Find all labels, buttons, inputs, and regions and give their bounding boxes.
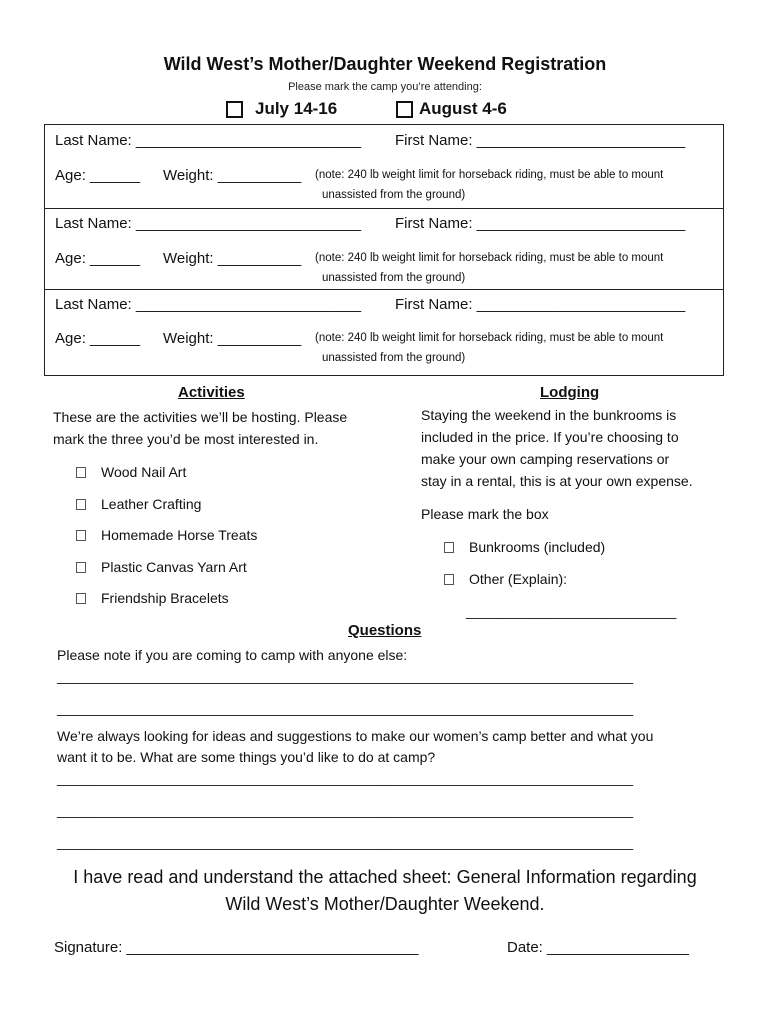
row-divider [45, 208, 723, 209]
row-divider [45, 289, 723, 290]
form-title: Wild West’s Mother/Daughter Weekend Registration [163, 54, 607, 74]
lodging-text: included in the price. If you’re choosing to [421, 429, 679, 445]
answer-line[interactable]: __________________________________________________________________________ [57, 802, 634, 818]
age-field[interactable]: Age: ______ [55, 330, 141, 347]
lodging-heading: Lodging [540, 384, 600, 401]
attendee-table [44, 124, 724, 376]
activity-label: Wood Nail Art [101, 464, 187, 480]
activities-intro-cont: mark the three you’d be most interested in. [53, 431, 319, 447]
activity-label: Plastic Canvas Yarn Art [101, 559, 247, 575]
signature-field[interactable]: Signature: ___________________________________ [54, 939, 419, 956]
checkbox-icon[interactable] [444, 542, 454, 553]
weight-field[interactable]: Weight: __________ [163, 250, 302, 267]
last-name-field[interactable]: Last Name: ___________________________ [55, 132, 362, 149]
weight-field[interactable]: Weight: __________ [163, 167, 302, 184]
first-name-field[interactable]: First Name: _________________________ [395, 296, 686, 313]
first-name-field[interactable]: First Name: _________________________ [395, 132, 686, 149]
question-suggestions: We’re always looking for ideas and suggestions to make our women’s camp better and what you [57, 728, 654, 744]
camp-option-july[interactable] [226, 99, 337, 119]
weight-note-cont: unassisted from the ground) [322, 272, 466, 284]
activity-label: Friendship Bracelets [101, 590, 229, 606]
question-suggestions-cont: want it to be. What are some things you’d like to do at camp? [57, 749, 436, 765]
lodging-label: Bunkrooms (included) [469, 539, 606, 555]
declaration-text: I have read and understand the attached sheet: General Information regarding [73, 867, 697, 887]
checkbox-icon[interactable] [76, 499, 86, 510]
last-name-field[interactable]: Last Name: ___________________________ [55, 215, 362, 232]
camp-label: August 4-6 [419, 99, 507, 118]
checkbox-icon[interactable] [444, 574, 454, 585]
declaration-text-cont: Wild West’s Mother/Daughter Weekend. [225, 894, 545, 914]
lodging-text: Staying the weekend in the bunkrooms is [421, 407, 677, 423]
lodging-label: Other (Explain): [469, 571, 568, 587]
activity-label: Homemade Horse Treats [101, 527, 258, 543]
answer-line[interactable]: __________________________________________________________________________ [57, 668, 634, 684]
question-companion: Please note if you are coming to camp with anyone else: [57, 647, 408, 663]
checkbox-icon[interactable] [76, 467, 86, 478]
checkbox-icon[interactable] [76, 530, 86, 541]
weight-note: (note: 240 lb weight limit for horseback riding, must be able to mount [315, 332, 664, 344]
activity-option[interactable] [76, 464, 186, 480]
weight-field[interactable]: Weight: __________ [163, 330, 302, 347]
lodging-prompt: Please mark the box [421, 506, 549, 522]
camp-label: July 14-16 [255, 99, 338, 118]
checkbox-icon[interactable] [76, 562, 86, 573]
lodging-text: stay in a rental, this is at your own expense. [421, 473, 693, 489]
checkbox-icon[interactable] [226, 101, 243, 118]
age-field[interactable]: Age: ______ [55, 167, 141, 184]
lodging-option-bunkrooms[interactable] [444, 539, 605, 555]
other-explain-field[interactable]: ___________________________ [466, 603, 677, 619]
activity-label: Leather Crafting [101, 496, 202, 512]
weight-note-cont: unassisted from the ground) [322, 189, 466, 201]
lodging-option-other[interactable] [444, 571, 567, 587]
activities-heading: Activities [178, 384, 245, 401]
answer-line[interactable]: __________________________________________________________________________ [57, 700, 634, 716]
activity-option[interactable] [76, 496, 201, 512]
last-name-field[interactable]: Last Name: ___________________________ [55, 296, 362, 313]
weight-note: (note: 240 lb weight limit for horseback riding, must be able to mount [315, 252, 664, 264]
activity-option[interactable] [76, 590, 229, 606]
answer-line[interactable]: __________________________________________________________________________ [57, 770, 634, 786]
weight-note: (note: 240 lb weight limit for horseback riding, must be able to mount [315, 169, 664, 181]
activities-intro: These are the activities we’ll be hosting. Please [53, 409, 348, 425]
lodging-text: make your own camping reservations or [421, 451, 670, 467]
questions-heading: Questions [348, 622, 422, 639]
checkbox-icon[interactable] [396, 101, 413, 118]
date-field[interactable]: Date: _________________ [507, 939, 689, 956]
activity-option[interactable] [76, 527, 257, 543]
age-field[interactable]: Age: ______ [55, 250, 141, 267]
weight-note-cont: unassisted from the ground) [322, 352, 466, 364]
checkbox-icon[interactable] [76, 593, 86, 604]
form-subtitle: Please mark the camp you’re attending: [288, 81, 482, 93]
first-name-field[interactable]: First Name: _________________________ [395, 215, 686, 232]
camp-option-august[interactable] [396, 99, 507, 119]
answer-line[interactable]: __________________________________________________________________________ [57, 834, 634, 850]
activity-option[interactable] [76, 559, 247, 575]
